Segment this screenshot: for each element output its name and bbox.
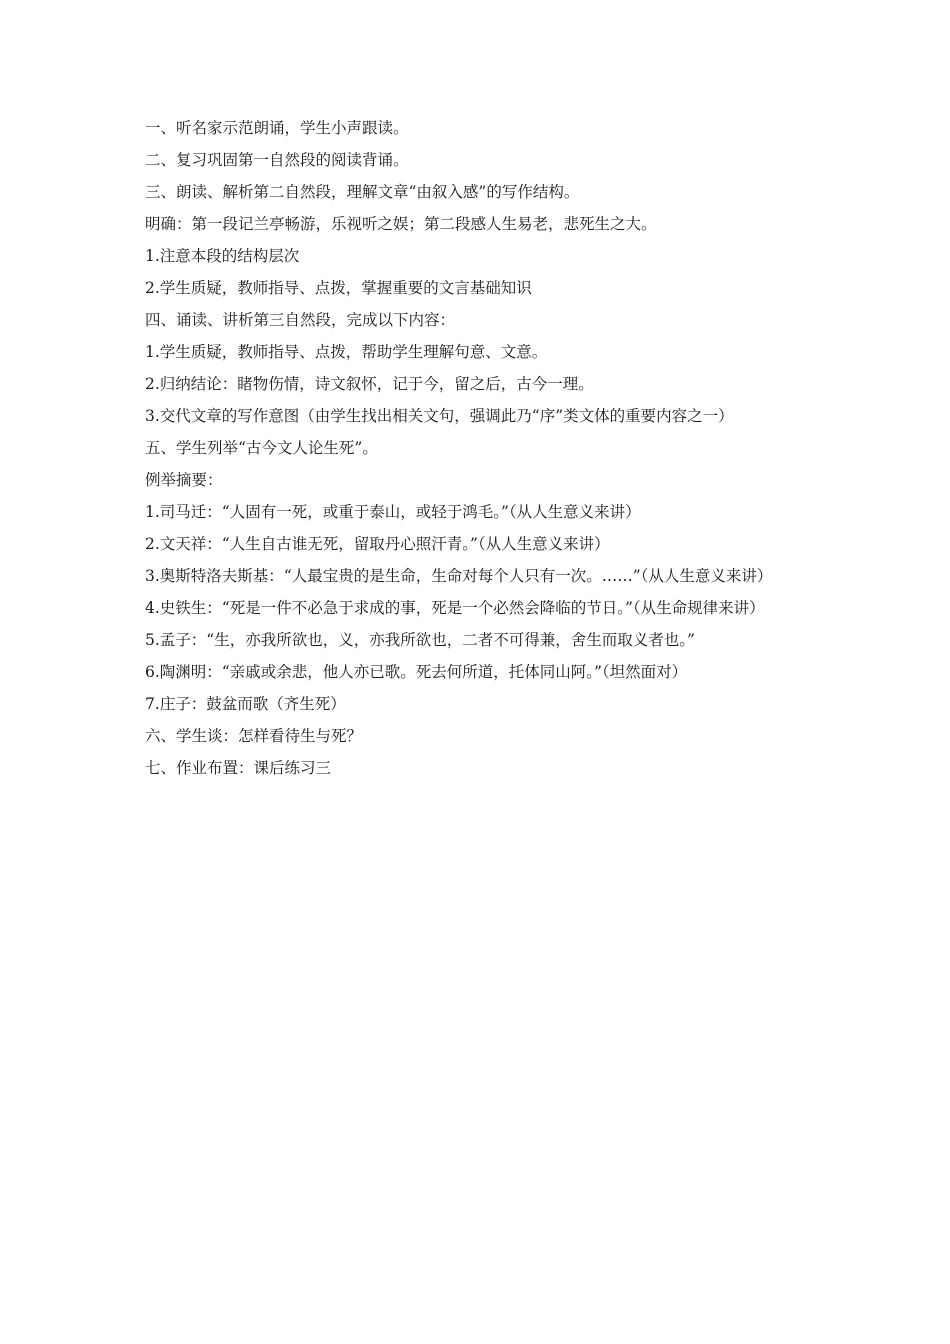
text-line-13: 1.司马迁：“人固有一死，或重于泰山，或轻于鸿毛。”（从人生意义来讲）	[145, 503, 641, 521]
text-paragraph-shi-tiesheng: 4.史铁生：“死是一件不必急于求成的事，死是一个必然会降临的节日。”（从生命规律来讲）	[145, 599, 765, 617]
text-line-5: 1.注意本段的结构层次	[145, 247, 300, 265]
text-line-12: 例举摘要：	[145, 471, 223, 489]
text-line-9: 2.归纳结论：睹物伤情，诗文叙怀，记于今，留之后，古今一理。	[145, 375, 594, 393]
text-line-zhuangzi: 7.庄子：鼓盆而歌（齐生死）	[145, 695, 346, 713]
text-line-10: 3.交代文章的写作意图（由学生找出相关文句，强调此乃“序”类文体的重要内容之一）	[145, 407, 734, 425]
text-line-mengzi: 5.孟子：“生，亦我所欲也，义，亦我所欲也，二者不可得兼，舍生而取义者也。”	[145, 631, 695, 649]
text-line-6: 2.学生质疑，教师指导、点拨，掌握重要的文言基础知识	[145, 279, 532, 297]
text-line-tao-yuanming: 6.陶渊明：“亲戚或余悲，他人亦已歌。死去何所道，托体同山阿。”（坦然面对）	[145, 663, 688, 681]
text-line-14: 2.文天祥：“人生自古谁无死，留取丹心照汗青。”（从人生意义来讲）	[145, 535, 610, 553]
text-line-2: 二、复习巩固第一自然段的阅读背诵。	[145, 151, 409, 169]
text-line-8: 1.学生质疑，教师指导、点拨，帮助学生理解句意、文意。	[145, 343, 548, 361]
text-line-3: 三、朗读、解析第二自然段，理解文章“由叙入感”的写作结构。	[145, 183, 580, 201]
text-line-11: 五、学生列举“古今文人论生死”。	[145, 439, 378, 457]
text-line-section-7: 七、作业布置：课后练习三	[145, 759, 332, 777]
document-body	[145, 112, 810, 784]
text-line-section-6: 六、学生谈：怎样看待生与死？	[145, 727, 363, 745]
text-paragraph-ostrovsky: 3.奥斯特洛夫斯基：“人最宝贵的是生命，生命对每个人只有一次。……”（从人生意义来讲）	[145, 567, 773, 585]
text-line-7: 四、诵读、讲析第三自然段，完成以下内容：	[145, 311, 456, 329]
text-line-1: 一、听名家示范朗诵，学生小声跟读。	[145, 119, 409, 137]
text-line-4: 明确：第一段记兰亭畅游，乐视听之娱；第二段感人生易老，悲死生之大。	[145, 215, 657, 233]
